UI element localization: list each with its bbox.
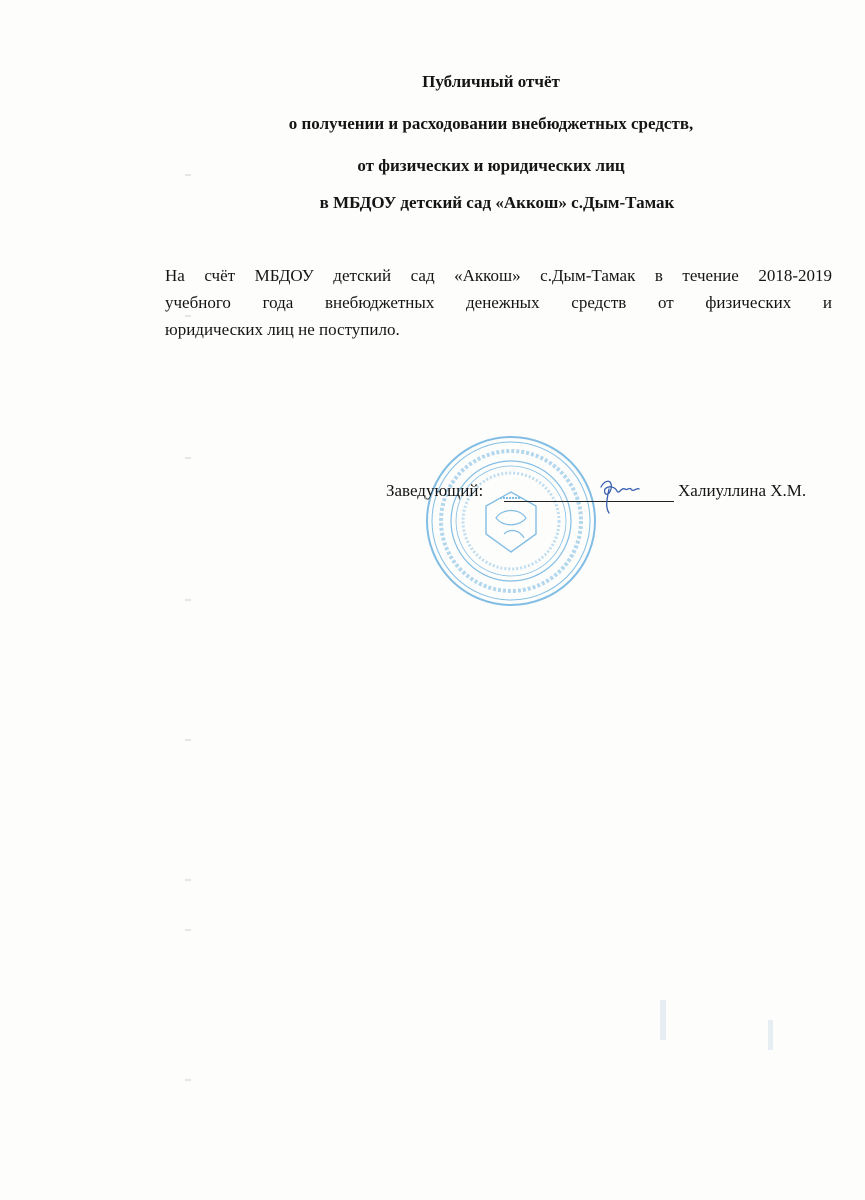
round-seal-stamp <box>424 434 598 608</box>
paragraph-line-2: учебного года внебюджетных денежных средств от физических и <box>165 293 832 312</box>
signature-line <box>504 501 674 502</box>
report-paragraph <box>165 262 832 343</box>
signatory-name: Халиуллина Х.М. <box>678 481 807 500</box>
title-line-2: о получении и расходовании внебюджетных средств, <box>288 114 694 133</box>
paragraph-line-1: На счёт МБДОУ детский сад «Аккош» с.Дым-Тамак в течение 2018-2019 <box>165 266 832 285</box>
title-line-4: в МБДОУ детский сад «Аккош» с.Дым-Тамак <box>319 193 675 212</box>
position-label: Заведующий: <box>386 481 484 500</box>
title-line-1: Публичный отчёт <box>422 72 560 91</box>
paragraph-line-3: юридических лиц не поступило. <box>165 320 400 339</box>
handwritten-signature <box>595 475 645 515</box>
title-line-3: от физических и юридических лиц <box>357 156 625 175</box>
